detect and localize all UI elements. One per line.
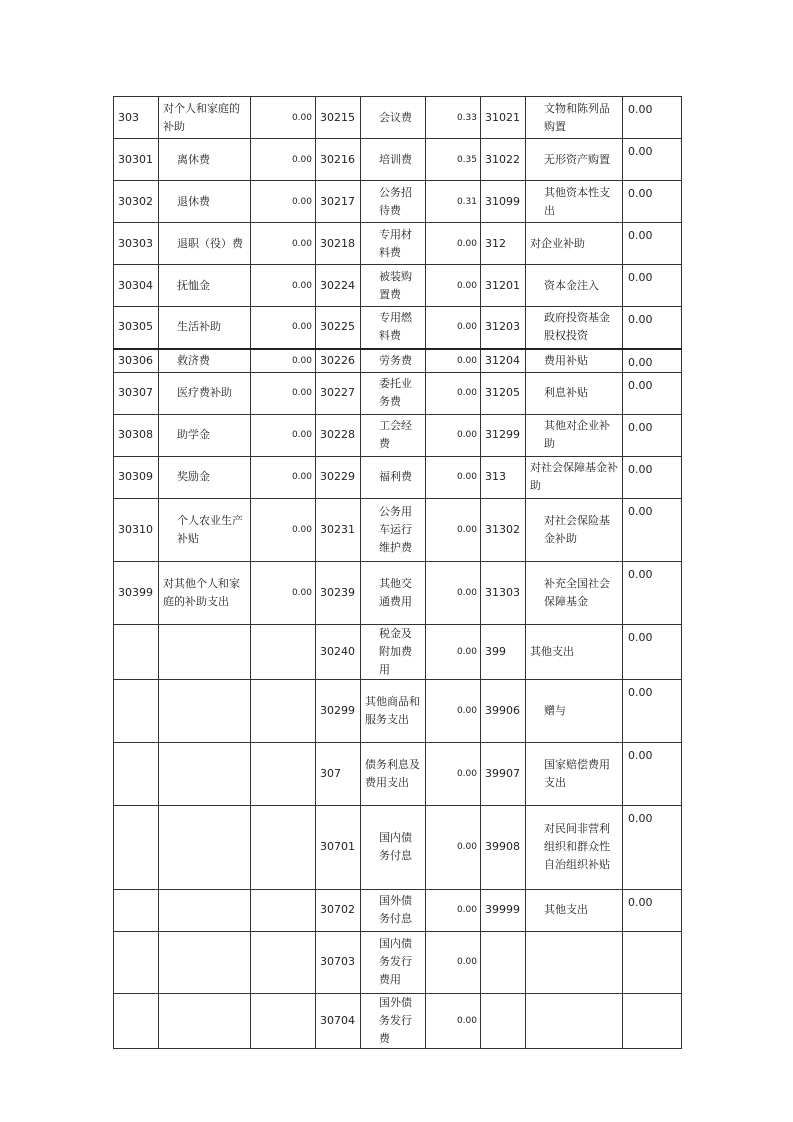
amount-3-cell: 0.00 [623, 456, 682, 498]
name-3-cell: 其他支出 [526, 624, 623, 679]
name-2-cell: 培训费 [361, 139, 426, 181]
amount-2-cell: 0.35 [426, 139, 481, 181]
code-1-cell [114, 889, 159, 931]
code-2-cell: 30217 [316, 181, 361, 223]
code-2-cell: 30703 [316, 931, 361, 993]
amount-3-cell: 0.00 [623, 624, 682, 679]
name-3-cell: 其他资本性支出 [526, 181, 623, 223]
table-row [114, 624, 682, 679]
code-2-cell: 307 [316, 742, 361, 805]
amount-1-cell: 0.00 [251, 456, 316, 498]
code-3-cell: 31299 [481, 414, 526, 456]
table-row [114, 414, 682, 456]
name-3-cell: 文物和陈列品购置 [526, 97, 623, 139]
amount-1-cell: 0.00 [251, 561, 316, 624]
name-2-cell: 工会经费 [361, 414, 426, 456]
amount-3-cell [623, 931, 682, 993]
code-2-cell: 30231 [316, 498, 361, 561]
amount-2-cell: 0.00 [426, 372, 481, 414]
amount-2-cell: 0.00 [426, 624, 481, 679]
table-row [114, 181, 682, 223]
code-1-cell [114, 742, 159, 805]
code-1-cell [114, 624, 159, 679]
code-1-cell: 30302 [114, 181, 159, 223]
code-1-cell: 303 [114, 97, 159, 139]
amount-3-cell: 0.00 [623, 742, 682, 805]
amount-3-cell: 0.00 [623, 805, 682, 889]
name-3-cell: 利息补贴 [526, 372, 623, 414]
amount-1-cell [251, 805, 316, 889]
code-1-cell [114, 931, 159, 993]
amount-2-cell: 0.00 [426, 223, 481, 265]
name-2-cell: 会议费 [361, 97, 426, 139]
code-2-cell: 30225 [316, 307, 361, 349]
table-row [114, 498, 682, 561]
table-row [114, 456, 682, 498]
amount-2-cell: 0.00 [426, 349, 481, 373]
name-1-cell [159, 624, 251, 679]
table-row [114, 307, 682, 349]
amount-2-cell: 0.31 [426, 181, 481, 223]
budget-expenditure-table [113, 96, 682, 1049]
table-body [114, 97, 682, 1049]
amount-3-cell: 0.00 [623, 372, 682, 414]
amount-1-cell: 0.00 [251, 414, 316, 456]
code-1-cell: 30309 [114, 456, 159, 498]
table-row [114, 372, 682, 414]
table-row [114, 139, 682, 181]
code-2-cell: 30240 [316, 624, 361, 679]
code-2-cell: 30216 [316, 139, 361, 181]
amount-1-cell: 0.00 [251, 498, 316, 561]
amount-1-cell [251, 993, 316, 1048]
code-1-cell [114, 993, 159, 1048]
code-3-cell: 31022 [481, 139, 526, 181]
amount-2-cell: 0.00 [426, 561, 481, 624]
code-3-cell [481, 931, 526, 993]
name-3-cell [526, 993, 623, 1048]
amount-2-cell: 0.00 [426, 742, 481, 805]
amount-3-cell: 0.00 [623, 349, 682, 373]
amount-1-cell: 0.00 [251, 307, 316, 349]
name-1-cell: 助学金 [159, 414, 251, 456]
table-row [114, 223, 682, 265]
name-2-cell: 国内债务付息 [361, 805, 426, 889]
code-1-cell: 30307 [114, 372, 159, 414]
table-row [114, 561, 682, 624]
name-2-cell: 被装购置费 [361, 265, 426, 307]
code-3-cell: 31099 [481, 181, 526, 223]
name-1-cell: 对个人和家庭的补助 [159, 97, 251, 139]
name-2-cell: 委托业务费 [361, 372, 426, 414]
name-1-cell [159, 679, 251, 742]
name-2-cell: 其他交通费用 [361, 561, 426, 624]
name-1-cell [159, 931, 251, 993]
name-3-cell: 无形资产购置 [526, 139, 623, 181]
amount-3-cell: 0.00 [623, 561, 682, 624]
amount-3-cell: 0.00 [623, 498, 682, 561]
code-3-cell: 39906 [481, 679, 526, 742]
amount-2-cell: 0.00 [426, 889, 481, 931]
name-2-cell: 其他商品和服务支出 [361, 679, 426, 742]
name-3-cell: 政府投资基金股权投资 [526, 307, 623, 349]
code-1-cell: 30303 [114, 223, 159, 265]
amount-1-cell [251, 624, 316, 679]
code-3-cell: 31205 [481, 372, 526, 414]
code-2-cell: 30228 [316, 414, 361, 456]
amount-2-cell: 0.00 [426, 993, 481, 1048]
amount-3-cell: 0.00 [623, 889, 682, 931]
name-1-cell: 个人农业生产补贴 [159, 498, 251, 561]
table-row [114, 349, 682, 373]
name-1-cell: 退职（役）费 [159, 223, 251, 265]
code-1-cell: 30306 [114, 349, 159, 373]
amount-3-cell: 0.00 [623, 265, 682, 307]
name-1-cell [159, 889, 251, 931]
name-2-cell: 福利费 [361, 456, 426, 498]
amount-3-cell: 0.00 [623, 223, 682, 265]
amount-1-cell [251, 742, 316, 805]
code-3-cell [481, 993, 526, 1048]
code-3-cell: 39999 [481, 889, 526, 931]
table-row [114, 265, 682, 307]
amount-1-cell: 0.00 [251, 139, 316, 181]
amount-3-cell: 0.00 [623, 97, 682, 139]
name-1-cell: 医疗费补助 [159, 372, 251, 414]
amount-3-cell [623, 993, 682, 1048]
code-3-cell: 399 [481, 624, 526, 679]
name-1-cell [159, 805, 251, 889]
amount-2-cell: 0.00 [426, 307, 481, 349]
name-2-cell: 债务利息及费用支出 [361, 742, 426, 805]
code-1-cell: 30399 [114, 561, 159, 624]
name-3-cell: 国家赔偿费用支出 [526, 742, 623, 805]
amount-3-cell: 0.00 [623, 414, 682, 456]
amount-3-cell: 0.00 [623, 181, 682, 223]
code-3-cell: 313 [481, 456, 526, 498]
amount-1-cell [251, 679, 316, 742]
amount-2-cell: 0.00 [426, 265, 481, 307]
name-3-cell: 其他支出 [526, 889, 623, 931]
amount-1-cell: 0.00 [251, 97, 316, 139]
code-1-cell [114, 805, 159, 889]
name-2-cell: 劳务费 [361, 349, 426, 373]
amount-3-cell: 0.00 [623, 679, 682, 742]
code-1-cell: 30301 [114, 139, 159, 181]
name-1-cell: 救济费 [159, 349, 251, 373]
amount-2-cell: 0.00 [426, 498, 481, 561]
amount-2-cell: 0.33 [426, 97, 481, 139]
name-1-cell [159, 993, 251, 1048]
table-row [114, 889, 682, 931]
code-2-cell: 30229 [316, 456, 361, 498]
table-row [114, 931, 682, 993]
name-2-cell: 专用材料费 [361, 223, 426, 265]
name-2-cell: 专用燃料费 [361, 307, 426, 349]
code-2-cell: 30239 [316, 561, 361, 624]
table-row [114, 97, 682, 139]
name-3-cell: 资本金注入 [526, 265, 623, 307]
amount-1-cell: 0.00 [251, 223, 316, 265]
code-2-cell: 30299 [316, 679, 361, 742]
amount-2-cell: 0.00 [426, 456, 481, 498]
code-3-cell: 39907 [481, 742, 526, 805]
code-3-cell: 31303 [481, 561, 526, 624]
code-1-cell: 30308 [114, 414, 159, 456]
name-2-cell: 税金及附加费用 [361, 624, 426, 679]
amount-1-cell [251, 889, 316, 931]
code-2-cell: 30218 [316, 223, 361, 265]
name-3-cell: 赠与 [526, 679, 623, 742]
name-2-cell: 国外债务付息 [361, 889, 426, 931]
amount-2-cell: 0.00 [426, 931, 481, 993]
name-3-cell: 对社会保障基金补助 [526, 456, 623, 498]
amount-1-cell: 0.00 [251, 181, 316, 223]
code-1-cell: 30304 [114, 265, 159, 307]
name-2-cell: 国外债务发行费 [361, 993, 426, 1048]
code-1-cell [114, 679, 159, 742]
name-2-cell: 公务招待费 [361, 181, 426, 223]
amount-1-cell: 0.00 [251, 372, 316, 414]
code-3-cell: 39908 [481, 805, 526, 889]
code-3-cell: 31204 [481, 349, 526, 373]
code-2-cell: 30701 [316, 805, 361, 889]
code-2-cell: 30215 [316, 97, 361, 139]
name-1-cell: 抚恤金 [159, 265, 251, 307]
name-3-cell: 对社会保险基金补助 [526, 498, 623, 561]
table-row [114, 805, 682, 889]
name-1-cell: 生活补助 [159, 307, 251, 349]
name-3-cell: 对企业补助 [526, 223, 623, 265]
name-2-cell: 国内债务发行费用 [361, 931, 426, 993]
code-1-cell: 30305 [114, 307, 159, 349]
name-3-cell: 其他对企业补助 [526, 414, 623, 456]
table-row [114, 993, 682, 1048]
amount-3-cell: 0.00 [623, 307, 682, 349]
code-2-cell: 30224 [316, 265, 361, 307]
amount-1-cell: 0.00 [251, 349, 316, 373]
code-3-cell: 31201 [481, 265, 526, 307]
name-1-cell: 对其他个人和家庭的补助支出 [159, 561, 251, 624]
code-3-cell: 312 [481, 223, 526, 265]
name-1-cell: 离休费 [159, 139, 251, 181]
amount-3-cell: 0.00 [623, 139, 682, 181]
amount-1-cell [251, 931, 316, 993]
code-3-cell: 31203 [481, 307, 526, 349]
code-1-cell: 30310 [114, 498, 159, 561]
code-2-cell: 30702 [316, 889, 361, 931]
amount-2-cell: 0.00 [426, 805, 481, 889]
amount-2-cell: 0.00 [426, 414, 481, 456]
name-1-cell [159, 742, 251, 805]
table-row [114, 742, 682, 805]
name-3-cell: 费用补贴 [526, 349, 623, 373]
name-1-cell: 奖励金 [159, 456, 251, 498]
name-3-cell [526, 931, 623, 993]
amount-1-cell: 0.00 [251, 265, 316, 307]
amount-2-cell: 0.00 [426, 679, 481, 742]
table-row [114, 679, 682, 742]
code-3-cell: 31302 [481, 498, 526, 561]
name-3-cell: 补充全国社会保障基金 [526, 561, 623, 624]
name-1-cell: 退休费 [159, 181, 251, 223]
name-3-cell: 对民间非营利组织和群众性自治组织补贴 [526, 805, 623, 889]
code-2-cell: 30704 [316, 993, 361, 1048]
code-2-cell: 30226 [316, 349, 361, 373]
code-3-cell: 31021 [481, 97, 526, 139]
code-2-cell: 30227 [316, 372, 361, 414]
name-2-cell: 公务用车运行维护费 [361, 498, 426, 561]
